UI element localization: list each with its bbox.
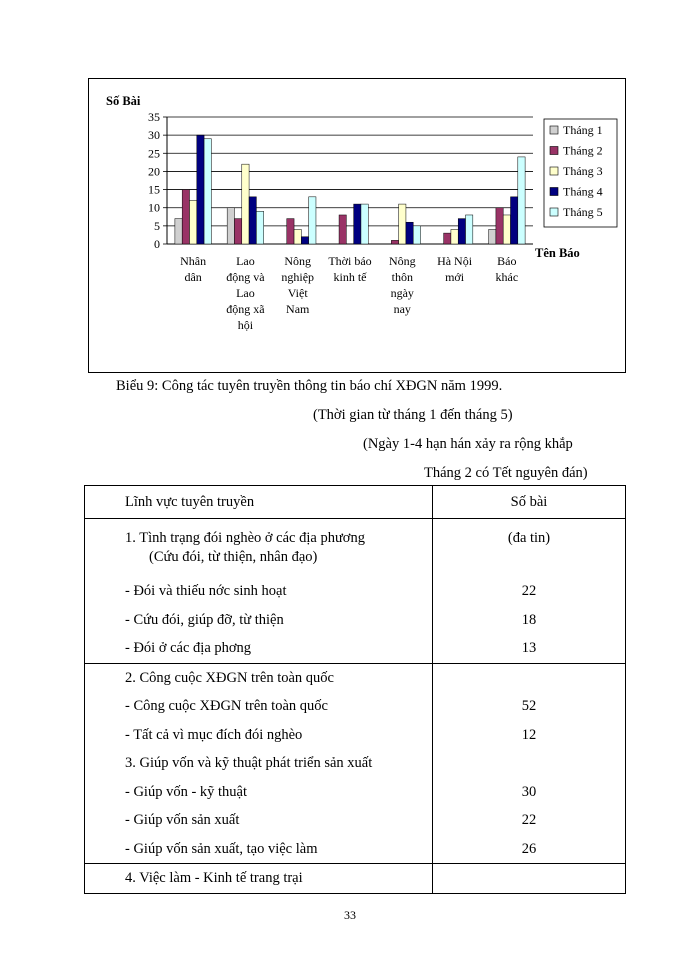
section-1-subtitle: (Cứu đói, từ thiện, nhân đạo) — [149, 549, 318, 565]
bar — [287, 219, 294, 244]
x-category-label: Lao — [236, 286, 255, 300]
bar — [489, 229, 496, 244]
x-category-label: Nông — [284, 254, 312, 268]
row-value: 30 — [433, 778, 626, 807]
y-axis-title: Số Bài — [106, 94, 141, 108]
bar — [406, 222, 413, 244]
row-label: - Cứu đói, giúp đỡ, từ thiện — [85, 606, 433, 635]
table-row — [85, 692, 626, 721]
bar — [197, 135, 204, 244]
table-row — [85, 806, 626, 835]
section-4-title-row — [85, 864, 626, 894]
table-row — [85, 778, 626, 807]
x-category-label: nghiệp — [281, 270, 315, 284]
row-value: 52 — [433, 692, 626, 721]
bar — [294, 229, 301, 244]
x-axis-title: Tên Báo — [535, 246, 580, 260]
bar — [413, 226, 420, 244]
bar — [339, 215, 346, 244]
bar — [227, 208, 234, 244]
bar — [451, 229, 458, 244]
table-row — [85, 606, 626, 635]
x-category-label: Lao — [236, 254, 255, 268]
bar — [518, 157, 525, 244]
y-tick-label: 10 — [148, 200, 160, 215]
chart-caption-note-period: (Thời gian từ tháng 1 đến tháng 5) — [313, 407, 513, 423]
x-category-label: Hà Nội — [437, 254, 473, 268]
row-value: 12 — [433, 721, 626, 750]
table-row — [85, 577, 626, 606]
x-category-label: kinh tế — [333, 270, 367, 284]
bar — [301, 237, 308, 244]
bar — [182, 190, 189, 244]
bar — [458, 219, 465, 244]
x-category-label: Nhân — [180, 254, 207, 268]
table-header-row — [85, 486, 626, 519]
legend-label: Tháng 4 — [563, 184, 603, 199]
row-label: - Giúp vốn - kỹ thuật — [85, 778, 433, 807]
bar — [496, 208, 503, 244]
y-tick-label: 5 — [154, 218, 160, 233]
row-value: 22 — [433, 577, 626, 606]
x-category-label: mới — [445, 270, 465, 284]
y-tick-label: 30 — [148, 128, 160, 143]
x-category-label: Nông — [388, 254, 416, 268]
x-category-label: nay — [393, 302, 411, 316]
row-label: - Giúp vốn sản xuất, tạo việc làm — [85, 835, 433, 864]
bar — [256, 211, 263, 244]
bar — [354, 204, 361, 244]
row-label: - Đói ở các địa phơng — [85, 634, 433, 663]
x-category-label: dân — [184, 270, 202, 284]
legend-label: Tháng 3 — [563, 164, 603, 178]
legend-label: Tháng 1 — [563, 123, 603, 137]
section-2-title: 2. Công cuộc XĐGN trên toàn quốc — [85, 663, 433, 692]
row-label: - Tất cả vì mục đích đói nghèo — [85, 721, 433, 750]
legend-swatch — [550, 126, 558, 134]
bar — [466, 215, 473, 244]
section-3-title: 3. Giúp vốn và kỹ thuật phát triển sản xuất — [85, 749, 433, 778]
y-tick-label: 20 — [148, 164, 160, 179]
bar — [249, 197, 256, 244]
x-category-label: ngày — [390, 286, 414, 300]
section-2-title-row — [85, 663, 626, 692]
y-tick-label: 15 — [148, 182, 160, 197]
chart-caption-title: Biểu 9: Công tác tuyên truyền thông tin báo chí XĐGN năm 1999. — [116, 378, 503, 394]
table-row — [85, 721, 626, 750]
y-tick-label: 25 — [148, 146, 160, 161]
legend-swatch — [550, 167, 558, 175]
bar — [309, 197, 316, 244]
bar — [175, 219, 182, 244]
x-category-label: Nam — [286, 302, 310, 316]
chart-caption-note-drought: (Ngày 1-4 hạn hán xảy ra rộng khắp — [363, 436, 573, 452]
section-1-note: (đa tin) — [507, 530, 551, 546]
bar — [242, 164, 249, 244]
legend-swatch — [550, 188, 558, 196]
bar — [391, 240, 398, 244]
x-category-label: Thời báo — [328, 254, 372, 268]
row-value: 22 — [433, 806, 626, 835]
row-value: 26 — [433, 835, 626, 864]
row-label: - Đói và thiếu nớc sinh hoạt — [85, 577, 433, 606]
x-category-label: Việt — [287, 286, 308, 300]
header-field: Lĩnh vực tuyên truyền — [85, 486, 433, 519]
legend-label: Tháng 2 — [563, 143, 603, 158]
x-category-label: Báo — [497, 254, 517, 268]
section-4-title: 4. Việc làm - Kinh tế trang trại — [85, 864, 433, 894]
row-value: 18 — [433, 606, 626, 635]
x-category-label: thôn — [391, 270, 413, 284]
page-number: 33 — [344, 908, 356, 922]
bar — [204, 139, 211, 244]
bar — [361, 204, 368, 244]
legend-swatch — [550, 208, 558, 216]
section-3-title-row — [85, 749, 626, 778]
bar — [234, 219, 241, 244]
legend-swatch — [550, 147, 558, 155]
bar-chart — [89, 79, 627, 374]
x-category-label: động và — [226, 270, 265, 284]
chart-caption-note-tet: Tháng 2 có Tết nguyên đán) — [424, 465, 588, 481]
bar — [444, 233, 451, 244]
legend-label: Tháng 5 — [563, 205, 603, 219]
bar — [511, 197, 518, 244]
propaganda-table — [84, 485, 626, 894]
y-tick-label: 0 — [154, 237, 160, 251]
bar — [189, 200, 196, 244]
row-label: - Giúp vốn sản xuất — [85, 806, 433, 835]
chart-frame — [88, 78, 626, 373]
header-count: Số bài — [433, 486, 626, 519]
bar — [503, 215, 510, 244]
x-category-label: hội — [237, 318, 254, 332]
row-label: - Công cuộc XĐGN trên toàn quốc — [85, 692, 433, 721]
x-category-label: động xã — [226, 302, 265, 316]
x-category-label: khác — [495, 270, 519, 284]
row-value: 13 — [433, 634, 626, 663]
section-1-title: 1. Tình trạng đói nghèo ở các địa phương — [125, 530, 365, 546]
y-tick-label: 35 — [148, 110, 160, 124]
table-row — [85, 634, 626, 663]
table-row — [85, 835, 626, 864]
section-1-title-row — [85, 519, 626, 578]
bar — [399, 204, 406, 244]
